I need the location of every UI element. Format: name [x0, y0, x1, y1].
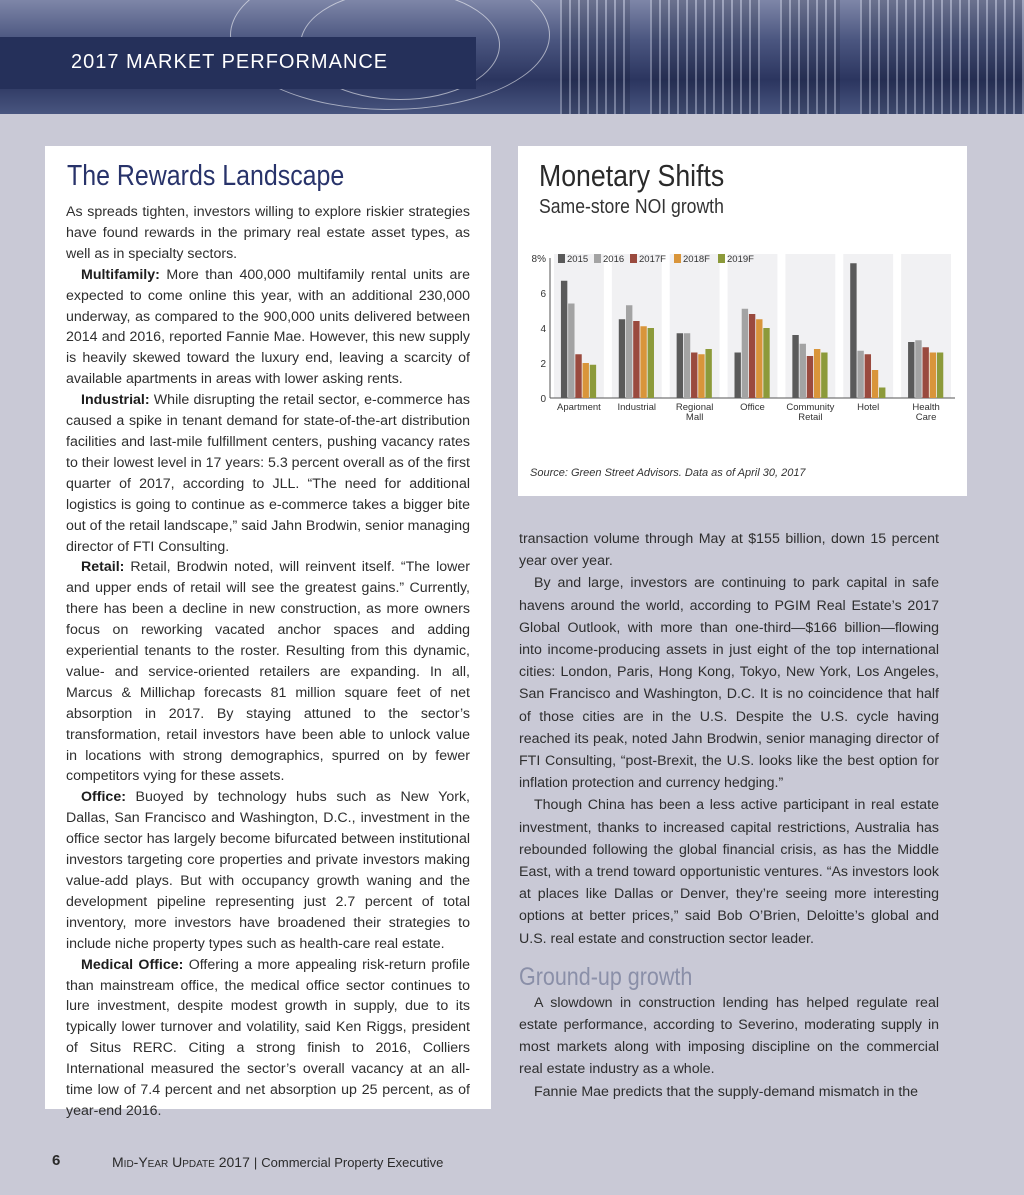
footer: [112, 1154, 443, 1170]
bar-2015-hotel: [850, 263, 856, 398]
bar-2019F-community-retail: [821, 353, 827, 399]
bar-2016-regional-mall: [684, 333, 690, 398]
bar-2015-industrial: [619, 319, 625, 398]
publisher-name: Commercial Property Executive: [261, 1155, 444, 1170]
article-intro: As spreads tighten, investors willing to explore riskier strategies have found rewards in the primary real estate asset types, as well as in specialty sectors.: [66, 204, 470, 262]
bar-2016-office: [742, 309, 748, 398]
building-decoration: [650, 0, 760, 114]
bar-2019F-health-care: [937, 353, 943, 399]
legend-label: 2015: [567, 254, 589, 265]
bar-2018F-office: [756, 319, 762, 398]
x-tick-label: Apartment: [557, 402, 601, 413]
section-label: Office:: [81, 789, 126, 806]
section-text: More than 400,000 multifamily rental units are expected to come online this year, with an additional 230,000 underway, as compared to the 900,000 units delivered between 2014 and 2016, reported Fannie Mae. However, this new supply is heavily skewed toward the luxury end, leaving a scarcity of available apartments in areas with lower asking rents.: [66, 266, 470, 388]
section-label: Multifamily:: [81, 266, 160, 283]
bar-2019F-office: [763, 328, 769, 398]
y-tick-label: 2: [540, 359, 546, 370]
paragraph: By and large, investors are continuing to park capital in safe havens around the world, according to PGIM Real Estate’s 2017 Global Outlook, with more than one-third—$166 billion—flowing into income-producing assets in just eight of the top international cities: London, Paris, Hong Kong, Tokyo, New York, Los Angeles, San Francisco and Washington, D.C. It is no coincidence that half of those cities are in the U.S. Despite the U.S. cycle having reached its peak, noted Jahn Brodwin, senior managing director of FTI Consulting, “post-Brexit, the U.S. looks like the best option for inflation protection and currency hedging.”: [519, 575, 939, 792]
bar-2019F-hotel: [879, 388, 885, 399]
bar-2015-regional-mall: [677, 333, 683, 398]
x-tick-label: Retail: [798, 412, 823, 423]
paragraph: transaction volume through May at $155 billion, down 15 percent year over year.: [519, 531, 939, 570]
right-article-body: [519, 528, 939, 1103]
section-text: Buoyed by technology hubs such as New York, Dallas, San Francisco and Washington, D.C., investment in the office sector has largely become bifurcated between institutional investors targeting core properties and private investors making value-add plays. But with occupancy growth waning and the development pipeline representing just 2.7 percent of total inventory, more investors have broadened their strategies to include niche property types such as health-care real estate.: [66, 789, 470, 952]
footer-separator: |: [253, 1155, 258, 1170]
bar-2018F-apartment: [583, 363, 589, 398]
legend-label: 2017F: [639, 254, 666, 265]
bar-2016-community-retail: [800, 344, 806, 398]
x-tick-label: Health: [912, 402, 940, 413]
bar-2015-office: [735, 353, 741, 399]
legend-swatch: [718, 254, 725, 263]
y-tick-label: 6: [540, 289, 546, 300]
bar-2019F-apartment: [590, 365, 596, 398]
page-number: 6: [52, 1152, 61, 1169]
noi-growth-chart: [518, 240, 967, 460]
section-label: Retail:: [81, 559, 125, 576]
section-office: [66, 787, 470, 954]
paragraph: A slowdown in construction lending has helped regulate real estate performance, according to Severino, moderating supply in most markets along with imposing discipline on the commercial real estate industry as a whole.: [519, 994, 939, 1078]
section-label: Medical Office:: [81, 956, 184, 973]
bar-2018F-health-care: [930, 353, 936, 399]
x-tick-label: Hotel: [857, 402, 880, 413]
legend-swatch: [674, 254, 681, 263]
chart-subtitle: Same-store NOI growth: [539, 196, 724, 218]
paragraph: Fannie Mae predicts that the supply-demand mismatch in the: [534, 1083, 919, 1100]
subhead: Ground-up growth: [519, 962, 693, 991]
chart-title: Monetary Shifts: [539, 158, 725, 193]
publication-name: Mid-Year Update 2017: [112, 1154, 250, 1170]
left-article-body: [66, 202, 470, 1122]
legend-label: 2018F: [683, 254, 710, 265]
section-label: Industrial:: [81, 392, 150, 409]
building-decoration: [780, 0, 840, 114]
building-decoration: [560, 0, 630, 114]
bar-2015-health-care: [908, 342, 914, 398]
legend-swatch: [630, 254, 637, 263]
section-title: 2017 MARKET PERFORMANCE: [71, 51, 389, 73]
section-text: Retail, Brodwin noted, will reinvent itself. “The lower and upper ends of retail will see the greatest gains.” Currently, there has been a decline in new construction, as more owners focus on reworking vacated anchor spaces and adding experiential tenants to the roster. Resulting from this dynamic, value- and service-oriented retailers are expanding. In all, Marcus & Millichap forecasts 81 million square feet of net absorption in 2017. By staying attuned to the sector’s transformation, retail investors have been able to unlock value in locations with strong demographics, spurred on by fewer competitors vying for these assets.: [66, 559, 470, 785]
chart-source: Source: Green Street Advisors. Data as of April 30, 2017: [530, 467, 806, 479]
bar-2018F-hotel: [872, 370, 878, 398]
x-tick-label: Office: [740, 402, 765, 413]
bar-2018F-regional-mall: [698, 354, 704, 398]
bar-2017F-community-retail: [807, 356, 813, 398]
x-tick-label: Regional: [675, 402, 714, 413]
y-tick-label: 0: [540, 394, 546, 405]
bar-2019F-industrial: [648, 328, 654, 398]
legend-label: 2016: [603, 254, 625, 265]
building-decoration: [860, 0, 1024, 114]
section-text: While disrupting the retail sector, e-commerce has caused a spike in tenant demand for state-of-the-art distribution facilities and last-mile fulfillment centers, pushing vacancy rates to their lowest level in 17 years: 5.3 percent overall as of the first quarter of 2017, according to JLL. “The need for additional logistics is going to continue as e-commerce takes a bigger bite out of the retail landscape,” said Jahn Brodwin, senior managing director of FTI Consulting.: [66, 392, 470, 555]
bar-2016-hotel: [857, 351, 863, 398]
legend-label: 2019F: [727, 254, 754, 265]
x-tick-label: Industrial: [617, 402, 657, 413]
bar-2016-apartment: [568, 304, 574, 399]
bar-2015-apartment: [561, 281, 567, 398]
section-retail: [66, 557, 470, 787]
section-multifamily: [66, 265, 470, 390]
bar-2015-community-retail: [792, 335, 798, 398]
section-text: Offering a more appealing risk-return profile than mainstream office, the medical office sector continues to lure investment, despite modest growth in supply, due to its typically lower turnover and volatility, said Ken Riggs, president of Situs RERC. Citing a strong finish to 2016, Colliers International measured the sector’s overall vacancy at an all-time low of 7.4 percent and net absorption up 25 percent, as of year-end 2016.: [66, 956, 470, 1119]
x-tick-label: Mall: [685, 412, 704, 423]
bar-2017F-hotel: [865, 354, 871, 398]
legend-swatch: [558, 254, 565, 263]
legend-swatch: [594, 254, 601, 263]
bar-2017F-regional-mall: [691, 353, 697, 399]
y-tick-label: 8%: [531, 254, 546, 265]
bar-2018F-community-retail: [814, 349, 820, 398]
x-tick-label: Community: [786, 402, 835, 413]
y-tick-label: 4: [540, 324, 546, 335]
bar-2016-health-care: [915, 340, 921, 398]
section-medical-office: [66, 955, 470, 1122]
bar-2019F-regional-mall: [705, 349, 711, 398]
section-industrial: [66, 390, 470, 557]
bar-2017F-health-care: [922, 347, 928, 398]
bar-2016-industrial: [626, 305, 632, 398]
bar-2017F-apartment: [575, 354, 581, 398]
x-tick-label: Care: [915, 412, 937, 423]
bar-2017F-industrial: [633, 321, 639, 398]
article-title: The Rewards Landscape: [67, 160, 345, 192]
paragraph: Though China has been a less active participant in real estate investment, thanks to increased capital restrictions, Australia has rebounded following the global financial crisis, as has the Middle East, with a trend toward opportunistic ventures. “As investors look at places like Dallas or Denver, they’re seeing more interesting options at better prices,” said Bob O’Brien, Deloitte’s global and U.S. real estate and construction sector leader.: [519, 797, 939, 947]
bar-2018F-industrial: [640, 326, 646, 398]
bar-2017F-office: [749, 314, 755, 398]
